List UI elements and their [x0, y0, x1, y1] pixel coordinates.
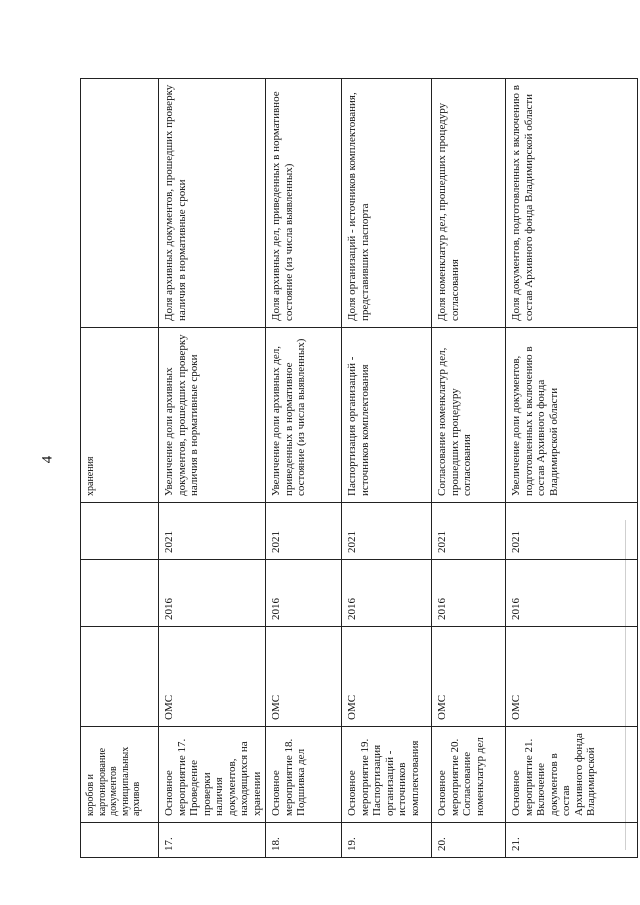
cell-start: 2016	[159, 560, 266, 627]
cell-start: 2016	[432, 560, 506, 627]
page-number: 4	[39, 455, 56, 464]
cell-name: Основное мероприятие 18. Подшивка дел	[266, 727, 342, 823]
cell-name: Основное мероприятие 21. Включение документов в состав Архивного фонда Владимирской	[506, 727, 638, 823]
cell-num: 21.	[506, 823, 638, 858]
cell-num: 19.	[342, 823, 432, 858]
cell-end: 2021	[159, 503, 266, 560]
cell-executor	[81, 627, 159, 727]
cell-start: 2016	[342, 560, 432, 627]
cell-start: 2016	[506, 560, 638, 627]
cell-executor: ОМС	[342, 627, 432, 727]
cell-name: Основное мероприятие 20. Согласование номенклатур дел	[432, 727, 506, 823]
cell-result: Увеличение доли документов, подготовленных к включению в состав Архивного фонда Владимирской области	[506, 328, 638, 503]
table-row	[432, 79, 506, 858]
cell-name: Основное мероприятие 17. Проведение проверки наличия документов, находящихся на хранении	[159, 727, 266, 823]
cell-executor: ОМС	[506, 627, 638, 727]
cell-end	[81, 503, 159, 560]
rotated-table-container	[80, 79, 630, 858]
cell-num	[81, 823, 159, 858]
cell-num: 17.	[159, 823, 266, 858]
cell-indicator: Доля организаций - источников комплектования, представивших паспорта	[342, 79, 432, 328]
table-row	[159, 79, 266, 858]
cell-num: 18.	[266, 823, 342, 858]
cell-num: 20.	[432, 823, 506, 858]
cell-executor: ОМС	[432, 627, 506, 727]
cell-result: хранения	[81, 328, 159, 503]
table-row	[506, 79, 638, 858]
cell-indicator: Доля архивных дел, приведенных в нормативное состояние (из числа выявленных)	[266, 79, 342, 328]
cell-name: Основное мероприятие 19. Паспортизация организаций - источников комплектования	[342, 727, 432, 823]
cell-result: Паспортизация организаций - источников комплектования	[342, 328, 432, 503]
cell-end: 2021	[432, 503, 506, 560]
cell-end: 2021	[342, 503, 432, 560]
measures-table	[80, 78, 638, 858]
table-row	[342, 79, 432, 858]
cell-result: Увеличение доли архивных документов, прошедших проверку наличия в нормативные сроки	[159, 328, 266, 503]
cell-indicator: Доля архивных документов, прошедших проверку наличия в нормативные сроки	[159, 79, 266, 328]
cell-executor: ОМС	[159, 627, 266, 727]
cell-indicator: Доля документов, подготовленных к включению в состав Архивного фонда Владимирской области	[506, 79, 638, 328]
cell-end: 2021	[266, 503, 342, 560]
cell-end: 2021	[506, 503, 638, 560]
cell-executor: ОМС	[266, 627, 342, 727]
table-row-continuation	[81, 79, 159, 858]
table-row	[266, 79, 342, 858]
cell-name: коробов и картонирование документов муниципальных архивов	[81, 727, 159, 823]
cell-indicator	[81, 79, 159, 328]
cell-result: Увеличение доли архивных дел, приведенных в нормативное состояние (из числа выявленных)	[266, 328, 342, 503]
cell-start: 2016	[266, 560, 342, 627]
cell-result: Согласование номенклатур дел, прошедших процедуру согласования	[432, 328, 506, 503]
cell-start	[81, 560, 159, 627]
cell-indicator: Доля номенклатур дел, прошедших процедуру согласования	[432, 79, 506, 328]
